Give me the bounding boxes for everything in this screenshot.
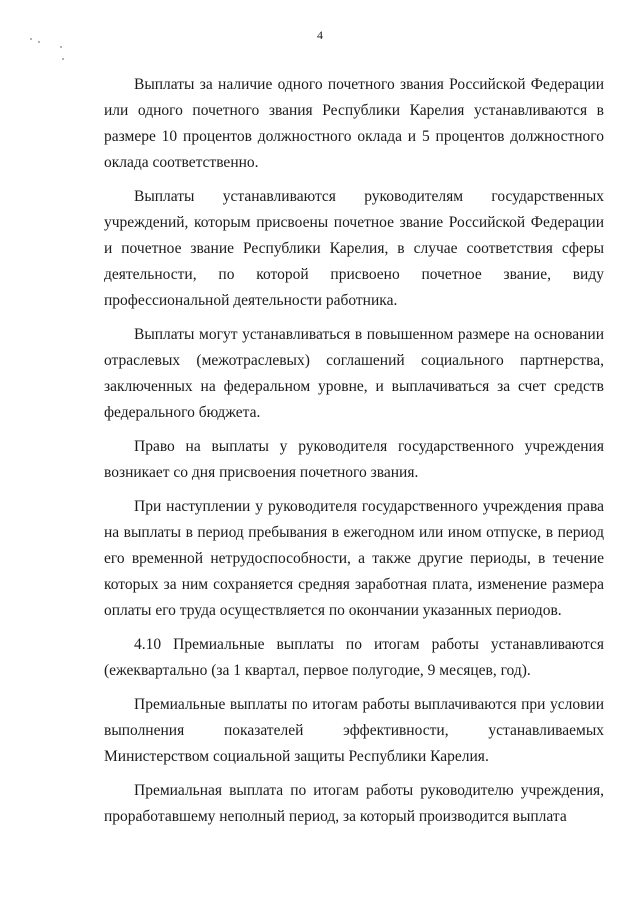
paragraph: Премиальные выплаты по итогам работы выплачиваются при условии выполнения показателей эффективности, устанавливаемых Министерством социальной защиты Республики Карелия.	[104, 696, 604, 765]
scan-artifact	[62, 58, 64, 60]
paragraph: Право на выплаты у руководителя государственного учреждения возникает со дня присвоения почетного звания.	[104, 438, 604, 481]
paragraph: 4.10 Премиальные выплаты по итогам работы устанавливаются (ежеквартально (за 1 квартал, первое полугодие, 9 месяцев, год).	[104, 636, 604, 679]
paragraph: Выплаты могут устанавливаться в повышенном размере на основании отраслевых (межотраслевых) соглашений социального партнерства, заключенных на федеральном уровне, и выплачиваться за счет средств федерального бюджета.	[104, 326, 604, 421]
paragraph: Выплаты за наличие одного почетного звания Российской Федерации или одного почетного звания Республики Карелия устанавливаются в размере 10 процентов должностного оклада и 5 процентов должностного оклада соответственно.	[104, 76, 604, 171]
document-body	[104, 72, 604, 838]
paragraph: Премиальная выплата по итогам работы руководителю учреждения, проработавшему неполный период, за который производится выплата	[104, 782, 604, 825]
paragraph: При наступлении у руководителя государственного учреждения права на выплаты в период пребывания в ежегодном или ином отпуске, в период его временной нетрудоспособности, а также другие периоды, в течение которых за ним сохраняется средняя заработная плата, изменение размера оплаты его труда осуществляется по окончании указанных периодов.	[104, 498, 604, 619]
page-number: 4	[317, 28, 323, 42]
paragraph: Выплаты устанавливаются руководителям государственных учреждений, которым присвоены почетное звание Российской Федерации и почетное звание Республики Карелия, в случае соответствия сферы деятельности, по которой присвоено почетное звание, виду профессиональной деятельности работника.	[104, 188, 604, 309]
scan-artifact	[60, 46, 62, 48]
